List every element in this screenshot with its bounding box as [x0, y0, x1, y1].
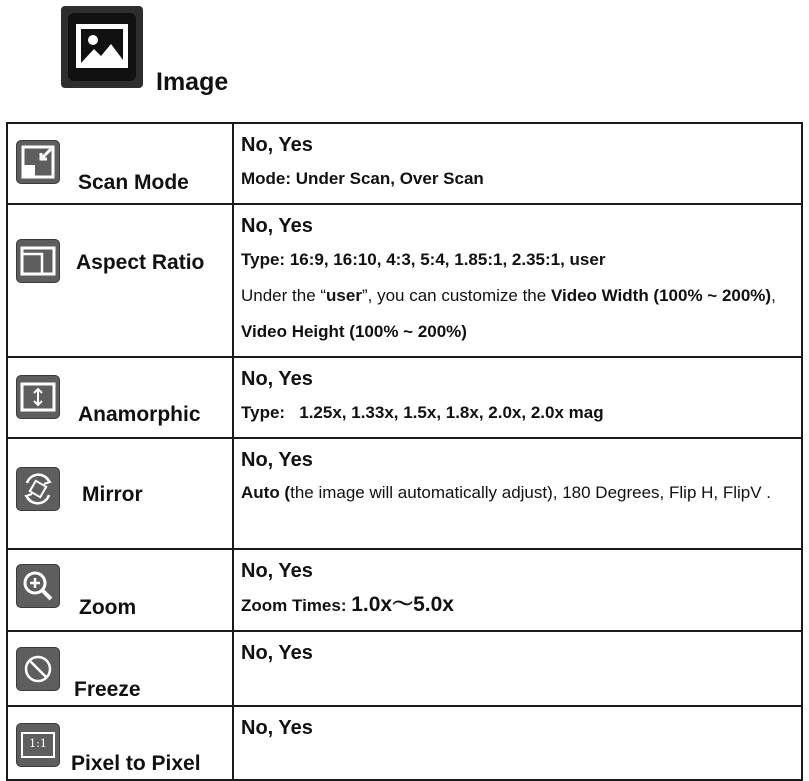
options-text: No, Yes — [241, 134, 313, 156]
mirror-description: the image will automatically adjust), 180 Degrees, Flip H, FlipV . — [290, 483, 772, 502]
options-text: No, Yes — [241, 449, 313, 471]
zoom-icon — [16, 564, 60, 608]
setting-label: Zoom — [79, 596, 137, 619]
type-values: 1.25x, 1.33x, 1.5x, 1.8x, 2.0x, 2.0x mag — [299, 403, 604, 422]
table-row — [7, 549, 802, 631]
setting-description — [233, 438, 802, 549]
setting-cell — [7, 204, 233, 357]
image-settings-table — [6, 122, 803, 781]
mirror-icon — [16, 467, 60, 511]
setting-cell — [7, 706, 233, 780]
setting-label: Scan Mode — [78, 171, 189, 194]
setting-label: Aspect Ratio — [76, 251, 205, 274]
zoom-prefix: Zoom Times: — [241, 596, 352, 615]
anamorphic-icon — [16, 375, 60, 419]
setting-label: Freeze — [74, 678, 141, 701]
note-user: user — [326, 286, 362, 305]
setting-description — [233, 706, 802, 780]
table-row — [7, 204, 802, 357]
setting-cell — [7, 549, 233, 631]
auto-label: Auto ( — [241, 483, 291, 502]
options-text: No, Yes — [241, 368, 313, 390]
options-text: No, Yes — [241, 215, 313, 237]
setting-description — [233, 123, 802, 204]
pixel-ratio-text: 1:1 — [29, 737, 47, 750]
pixel-to-pixel-icon — [16, 723, 60, 767]
zoom-range: 1.0x～5.0x — [351, 593, 454, 616]
setting-description — [233, 549, 802, 631]
note-text: ”, you can customize the — [361, 286, 551, 305]
setting-cell — [7, 357, 233, 438]
type-prefix: Type: — [241, 403, 300, 422]
table-row — [7, 438, 802, 549]
options-text: No, Yes — [241, 717, 313, 739]
table-row — [7, 357, 802, 438]
scan-mode-icon — [16, 140, 60, 184]
note-text: Under the “ — [241, 286, 327, 305]
note-video-height: Video Height (100% ~ 200%) — [241, 322, 467, 341]
type-prefix: Type: — [241, 250, 290, 269]
table-row — [7, 631, 802, 706]
image-icon — [61, 6, 143, 88]
mode-prefix: Mode: — [241, 169, 296, 188]
setting-label: Anamorphic — [78, 403, 201, 426]
note-text: , — [771, 286, 776, 305]
setting-label: Mirror — [82, 483, 143, 506]
setting-label: Pixel to Pixel — [71, 752, 201, 775]
type-values: 16:9, 16:10, 4:3, 5:4, 1.85:1, 2.35:1, user — [289, 250, 606, 269]
table-row — [7, 123, 802, 204]
options-text: No, Yes — [241, 560, 313, 582]
setting-description — [233, 204, 802, 357]
setting-cell — [7, 631, 233, 706]
freeze-icon — [16, 647, 60, 691]
setting-description — [233, 631, 802, 706]
aspect-ratio-icon — [16, 239, 60, 283]
page-title: Image — [156, 68, 229, 96]
setting-cell — [7, 438, 233, 549]
setting-description — [233, 357, 802, 438]
options-text: No, Yes — [241, 642, 313, 664]
mode-values: Under Scan, Over Scan — [295, 169, 484, 188]
note-video-width: Video Width (100% ~ 200%) — [550, 286, 772, 305]
setting-cell — [7, 123, 233, 204]
table-row — [7, 706, 802, 780]
